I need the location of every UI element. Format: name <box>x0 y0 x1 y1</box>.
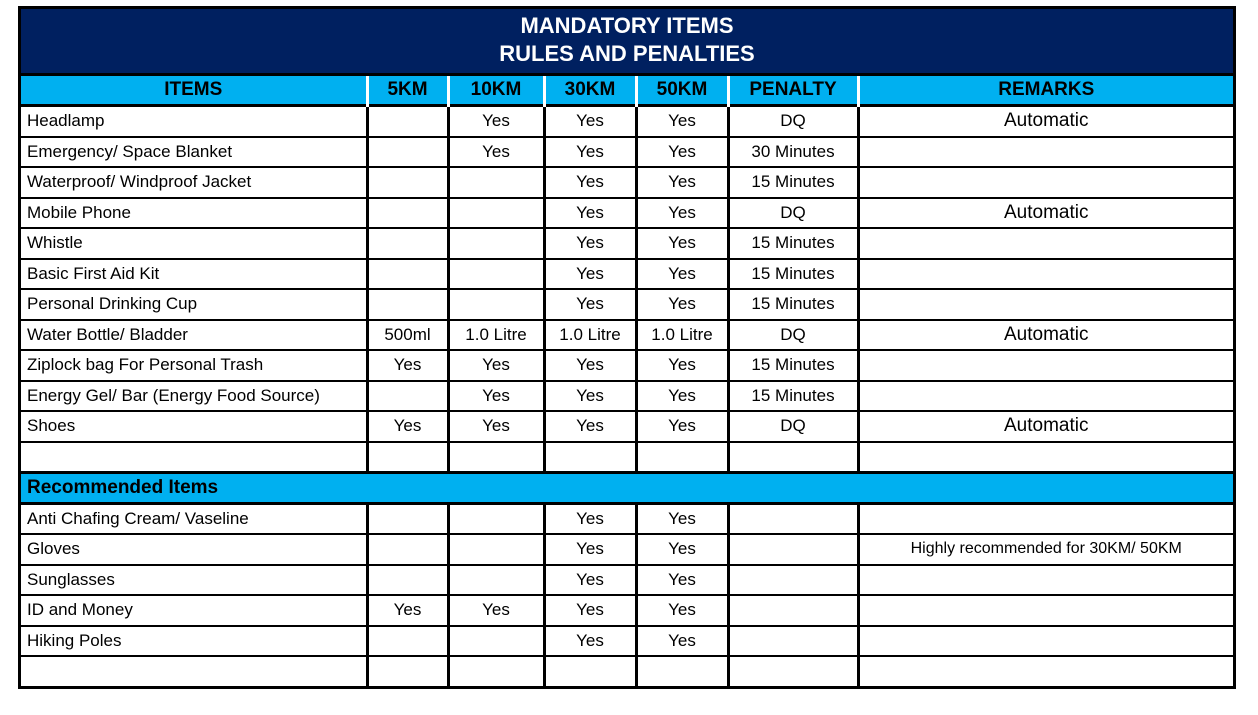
5km-cell <box>367 503 448 534</box>
remarks-cell: Automatic <box>858 106 1233 137</box>
10km-cell <box>448 289 544 320</box>
remarks-cell: Highly recommended for 30KM/ 50KM <box>858 534 1233 565</box>
5km-cell <box>367 259 448 290</box>
item-cell: Basic First Aid Kit <box>21 259 367 290</box>
5km-cell <box>367 167 448 198</box>
50km-cell: Yes <box>636 503 728 534</box>
item-cell: ID and Money <box>21 595 367 626</box>
5km-cell <box>367 626 448 657</box>
penalty-cell <box>728 534 858 565</box>
item-cell <box>21 656 367 686</box>
table-row <box>21 626 1233 657</box>
30km-cell: Yes <box>544 503 636 534</box>
penalty-cell: DQ <box>728 411 858 442</box>
5km-cell <box>367 656 448 686</box>
item-cell: Sunglasses <box>21 565 367 596</box>
50km-cell: Yes <box>636 137 728 168</box>
penalty-cell: 15 Minutes <box>728 381 858 412</box>
penalty-cell: DQ <box>728 320 858 351</box>
remarks-cell: Automatic <box>858 411 1233 442</box>
items-table <box>21 76 1233 686</box>
30km-cell: Yes <box>544 411 636 442</box>
item-cell: Energy Gel/ Bar (Energy Food Source) <box>21 381 367 412</box>
penalty-cell <box>728 565 858 596</box>
remarks-cell <box>858 595 1233 626</box>
item-cell: Whistle <box>21 228 367 259</box>
title-line-1: MANDATORY ITEMS <box>520 13 734 38</box>
remarks-cell: Automatic <box>858 198 1233 229</box>
table-row <box>21 167 1233 198</box>
50km-cell: Yes <box>636 289 728 320</box>
header-10km: 10KM <box>448 76 544 106</box>
10km-cell <box>448 626 544 657</box>
rules-sheet <box>18 6 1236 689</box>
5km-cell <box>367 442 448 473</box>
30km-cell: Yes <box>544 565 636 596</box>
5km-cell <box>367 137 448 168</box>
10km-cell <box>448 534 544 565</box>
10km-cell <box>448 565 544 596</box>
table-row <box>21 656 1233 686</box>
remarks-cell <box>858 259 1233 290</box>
remarks-cell <box>858 656 1233 686</box>
30km-cell: Yes <box>544 259 636 290</box>
header-items: ITEMS <box>21 76 367 106</box>
penalty-cell <box>728 626 858 657</box>
30km-cell: Yes <box>544 381 636 412</box>
50km-cell: Yes <box>636 259 728 290</box>
table-row <box>21 259 1233 290</box>
10km-cell: 1.0 Litre <box>448 320 544 351</box>
30km-cell <box>544 442 636 473</box>
table-row <box>21 411 1233 442</box>
50km-cell <box>636 656 728 686</box>
table-row <box>21 565 1233 596</box>
item-cell: Headlamp <box>21 106 367 137</box>
table-row <box>21 381 1233 412</box>
remarks-cell <box>858 289 1233 320</box>
table-row <box>21 503 1233 534</box>
50km-cell: Yes <box>636 534 728 565</box>
table-row <box>21 198 1233 229</box>
remarks-cell <box>858 167 1233 198</box>
item-cell: Water Bottle/ Bladder <box>21 320 367 351</box>
penalty-cell <box>728 442 858 473</box>
header-row <box>21 76 1233 106</box>
penalty-cell: 15 Minutes <box>728 259 858 290</box>
30km-cell: Yes <box>544 626 636 657</box>
10km-cell: Yes <box>448 381 544 412</box>
50km-cell: Yes <box>636 167 728 198</box>
item-cell: Ziplock bag For Personal Trash <box>21 350 367 381</box>
10km-cell: Yes <box>448 411 544 442</box>
50km-cell: Yes <box>636 565 728 596</box>
30km-cell: 1.0 Litre <box>544 320 636 351</box>
table-row <box>21 289 1233 320</box>
50km-cell: Yes <box>636 595 728 626</box>
50km-cell: Yes <box>636 350 728 381</box>
penalty-cell <box>728 503 858 534</box>
30km-cell <box>544 656 636 686</box>
10km-cell <box>448 442 544 473</box>
title-line-2: RULES AND PENALTIES <box>499 41 755 66</box>
penalty-cell: 15 Minutes <box>728 350 858 381</box>
table-row <box>21 137 1233 168</box>
title-band <box>21 9 1233 76</box>
table-row <box>21 595 1233 626</box>
5km-cell <box>367 228 448 259</box>
30km-cell: Yes <box>544 350 636 381</box>
table-row <box>21 320 1233 351</box>
remarks-cell <box>858 626 1233 657</box>
30km-cell: Yes <box>544 595 636 626</box>
30km-cell: Yes <box>544 137 636 168</box>
penalty-cell: 15 Minutes <box>728 289 858 320</box>
5km-cell: Yes <box>367 350 448 381</box>
table-row <box>21 106 1233 137</box>
10km-cell <box>448 503 544 534</box>
remarks-cell <box>858 442 1233 473</box>
penalty-cell: DQ <box>728 106 858 137</box>
50km-cell: Yes <box>636 106 728 137</box>
10km-cell: Yes <box>448 350 544 381</box>
5km-cell: Yes <box>367 411 448 442</box>
10km-cell: Yes <box>448 595 544 626</box>
30km-cell: Yes <box>544 167 636 198</box>
5km-cell <box>367 381 448 412</box>
30km-cell: Yes <box>544 534 636 565</box>
5km-cell: Yes <box>367 595 448 626</box>
5km-cell <box>367 565 448 596</box>
5km-cell <box>367 534 448 565</box>
recommended-section-row <box>21 472 1233 503</box>
item-cell <box>21 442 367 473</box>
5km-cell: 500ml <box>367 320 448 351</box>
remarks-cell <box>858 228 1233 259</box>
5km-cell <box>367 198 448 229</box>
penalty-cell <box>728 656 858 686</box>
header-5km: 5KM <box>367 76 448 106</box>
50km-cell: 1.0 Litre <box>636 320 728 351</box>
remarks-cell <box>858 381 1233 412</box>
header-penalty: PENALTY <box>728 76 858 106</box>
10km-cell <box>448 656 544 686</box>
10km-cell <box>448 228 544 259</box>
30km-cell: Yes <box>544 228 636 259</box>
30km-cell: Yes <box>544 106 636 137</box>
remarks-cell <box>858 350 1233 381</box>
item-cell: Waterproof/ Windproof Jacket <box>21 167 367 198</box>
50km-cell: Yes <box>636 381 728 412</box>
table-row <box>21 228 1233 259</box>
header-30km: 30KM <box>544 76 636 106</box>
item-cell: Personal Drinking Cup <box>21 289 367 320</box>
30km-cell: Yes <box>544 289 636 320</box>
remarks-cell: Automatic <box>858 320 1233 351</box>
remarks-cell <box>858 137 1233 168</box>
recommended-section-title: Recommended Items <box>21 472 1233 503</box>
item-cell: Anti Chafing Cream/ Vaseline <box>21 503 367 534</box>
table-row <box>21 442 1233 473</box>
penalty-cell: DQ <box>728 198 858 229</box>
50km-cell: Yes <box>636 198 728 229</box>
item-cell: Gloves <box>21 534 367 565</box>
50km-cell: Yes <box>636 411 728 442</box>
30km-cell: Yes <box>544 198 636 229</box>
table-row <box>21 350 1233 381</box>
penalty-cell <box>728 595 858 626</box>
table-row <box>21 534 1233 565</box>
remarks-cell <box>858 503 1233 534</box>
10km-cell <box>448 167 544 198</box>
10km-cell: Yes <box>448 106 544 137</box>
50km-cell: Yes <box>636 228 728 259</box>
header-50km: 50KM <box>636 76 728 106</box>
item-cell: Emergency/ Space Blanket <box>21 137 367 168</box>
50km-cell: Yes <box>636 626 728 657</box>
item-cell: Shoes <box>21 411 367 442</box>
penalty-cell: 15 Minutes <box>728 228 858 259</box>
item-cell: Hiking Poles <box>21 626 367 657</box>
penalty-cell: 30 Minutes <box>728 137 858 168</box>
5km-cell <box>367 289 448 320</box>
item-cell: Mobile Phone <box>21 198 367 229</box>
header-remarks: REMARKS <box>858 76 1233 106</box>
remarks-cell <box>858 565 1233 596</box>
penalty-cell: 15 Minutes <box>728 167 858 198</box>
10km-cell <box>448 198 544 229</box>
50km-cell <box>636 442 728 473</box>
10km-cell <box>448 259 544 290</box>
5km-cell <box>367 106 448 137</box>
10km-cell: Yes <box>448 137 544 168</box>
